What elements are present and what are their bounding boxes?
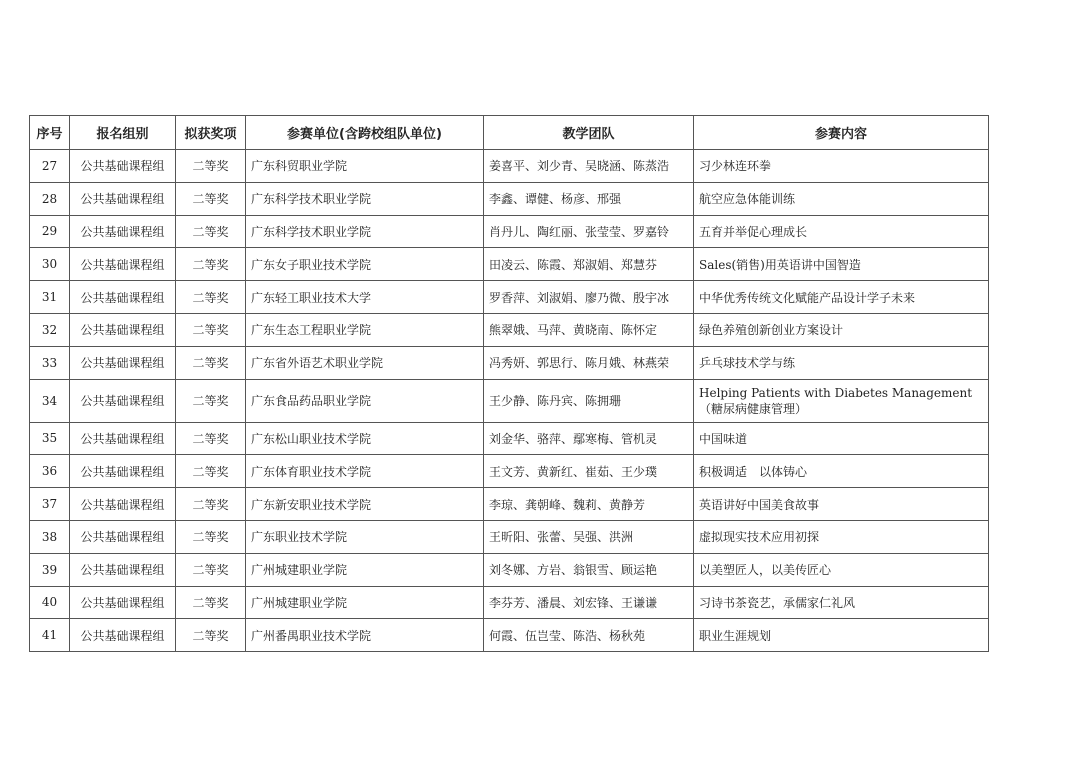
header-group: 报名组别 <box>70 116 176 150</box>
table-row <box>30 182 989 215</box>
cell-award: 二等奖 <box>176 488 246 521</box>
cell-group: 公共基础课程组 <box>70 422 176 455</box>
cell-group: 公共基础课程组 <box>70 379 176 422</box>
table-row <box>30 488 989 521</box>
table-row <box>30 150 989 183</box>
table-row <box>30 215 989 248</box>
table-row <box>30 379 989 422</box>
cell-group: 公共基础课程组 <box>70 182 176 215</box>
cell-content: 中国味道 <box>694 422 989 455</box>
cell-unit: 广东轻工职业技术大学 <box>246 281 484 314</box>
cell-content: 习诗书茶瓷艺，承儒家仁礼风 <box>694 586 989 619</box>
cell-award: 二等奖 <box>176 379 246 422</box>
cell-team: 肖丹儿、陶红丽、张莹莹、罗嘉铃 <box>484 215 694 248</box>
table-row <box>30 422 989 455</box>
cell-group: 公共基础课程组 <box>70 520 176 553</box>
cell-index: 30 <box>30 248 70 281</box>
table-row <box>30 586 989 619</box>
table-row <box>30 619 989 652</box>
cell-group: 公共基础课程组 <box>70 248 176 281</box>
cell-content: 五育并举促心理成长 <box>694 215 989 248</box>
cell-award: 二等奖 <box>176 215 246 248</box>
cell-unit: 广州城建职业学院 <box>246 553 484 586</box>
cell-team: 李琼、龚朝峰、魏莉、黄静芳 <box>484 488 694 521</box>
cell-unit: 广东生态工程职业学院 <box>246 313 484 346</box>
cell-award: 二等奖 <box>176 520 246 553</box>
cell-group: 公共基础课程组 <box>70 215 176 248</box>
cell-award: 二等奖 <box>176 553 246 586</box>
cell-group: 公共基础课程组 <box>70 346 176 379</box>
cell-group: 公共基础课程组 <box>70 619 176 652</box>
cell-award: 二等奖 <box>176 586 246 619</box>
cell-index: 38 <box>30 520 70 553</box>
cell-unit: 广东科学技术职业学院 <box>246 215 484 248</box>
header-content: 参赛内容 <box>694 116 989 150</box>
cell-team: 李鑫、谭健、杨彦、邢强 <box>484 182 694 215</box>
cell-index: 29 <box>30 215 70 248</box>
cell-unit: 广州城建职业学院 <box>246 586 484 619</box>
cell-group: 公共基础课程组 <box>70 586 176 619</box>
cell-team: 罗香萍、刘淑娟、廖乃微、殷宇冰 <box>484 281 694 314</box>
cell-unit: 广东省外语艺术职业学院 <box>246 346 484 379</box>
cell-unit: 广东体育职业技术学院 <box>246 455 484 488</box>
header-unit: 参赛单位(含跨校组队单位) <box>246 116 484 150</box>
header-index: 序号 <box>30 116 70 150</box>
cell-award: 二等奖 <box>176 455 246 488</box>
cell-team: 刘金华、骆萍、鄢寒梅、管机灵 <box>484 422 694 455</box>
cell-award: 二等奖 <box>176 346 246 379</box>
cell-index: 36 <box>30 455 70 488</box>
table-row <box>30 313 989 346</box>
cell-team: 熊翠娥、马萍、黄晓南、陈怀定 <box>484 313 694 346</box>
cell-index: 40 <box>30 586 70 619</box>
header-row <box>30 116 989 150</box>
cell-index: 34 <box>30 379 70 422</box>
table-row <box>30 281 989 314</box>
cell-content: 中华优秀传统文化赋能产品设计学子未来 <box>694 281 989 314</box>
table-row <box>30 520 989 553</box>
cell-group: 公共基础课程组 <box>70 488 176 521</box>
cell-content: Helping Patients with Diabetes Management（糖尿病健康管理） <box>694 379 989 422</box>
table-row <box>30 553 989 586</box>
cell-index: 27 <box>30 150 70 183</box>
cell-content: 习少林连环拳 <box>694 150 989 183</box>
cell-award: 二等奖 <box>176 619 246 652</box>
cell-team: 冯秀妍、郭思行、陈月娥、林燕荣 <box>484 346 694 379</box>
awards-table <box>29 115 989 652</box>
cell-award: 二等奖 <box>176 422 246 455</box>
cell-group: 公共基础课程组 <box>70 281 176 314</box>
cell-team: 王文芳、黄新红、崔茹、王少璞 <box>484 455 694 488</box>
cell-group: 公共基础课程组 <box>70 553 176 586</box>
cell-team: 刘冬娜、方岩、翁银雪、顾运艳 <box>484 553 694 586</box>
cell-unit: 广东食品药品职业学院 <box>246 379 484 422</box>
cell-award: 二等奖 <box>176 248 246 281</box>
cell-team: 李芬芳、潘晨、刘宏锋、王谦谦 <box>484 586 694 619</box>
cell-content: 职业生涯规划 <box>694 619 989 652</box>
cell-content: 虚拟现实技术应用初探 <box>694 520 989 553</box>
cell-team: 何霞、伍岂莹、陈浩、杨秋苑 <box>484 619 694 652</box>
cell-unit: 广州番禺职业技术学院 <box>246 619 484 652</box>
cell-index: 39 <box>30 553 70 586</box>
cell-unit: 广东松山职业技术学院 <box>246 422 484 455</box>
header-award: 拟获奖项 <box>176 116 246 150</box>
cell-team: 王昕阳、张蕾、吴强、洪洲 <box>484 520 694 553</box>
cell-index: 33 <box>30 346 70 379</box>
cell-content: 积极调适 以体铸心 <box>694 455 989 488</box>
cell-award: 二等奖 <box>176 313 246 346</box>
cell-team: 姜喜平、刘少青、吴晓涵、陈蒸浩 <box>484 150 694 183</box>
cell-unit: 广东职业技术学院 <box>246 520 484 553</box>
cell-index: 41 <box>30 619 70 652</box>
cell-unit: 广东新安职业技术学院 <box>246 488 484 521</box>
cell-award: 二等奖 <box>176 281 246 314</box>
cell-index: 37 <box>30 488 70 521</box>
cell-group: 公共基础课程组 <box>70 313 176 346</box>
cell-award: 二等奖 <box>176 150 246 183</box>
cell-unit: 广东女子职业技术学院 <box>246 248 484 281</box>
header-team: 教学团队 <box>484 116 694 150</box>
table-row <box>30 248 989 281</box>
cell-index: 28 <box>30 182 70 215</box>
cell-team: 田凌云、陈霞、郑淑娟、郑慧芬 <box>484 248 694 281</box>
cell-award: 二等奖 <box>176 182 246 215</box>
cell-team: 王少静、陈丹宾、陈拥珊 <box>484 379 694 422</box>
cell-group: 公共基础课程组 <box>70 455 176 488</box>
cell-unit: 广东科学技术职业学院 <box>246 182 484 215</box>
cell-content: 英语讲好中国美食故事 <box>694 488 989 521</box>
table-row <box>30 455 989 488</box>
cell-index: 31 <box>30 281 70 314</box>
cell-content: 航空应急体能训练 <box>694 182 989 215</box>
cell-content: 以美塑匠人，以美传匠心 <box>694 553 989 586</box>
cell-content: 绿色养殖创新创业方案设计 <box>694 313 989 346</box>
cell-content: Sales(销售)用英语讲中国智造 <box>694 248 989 281</box>
cell-index: 35 <box>30 422 70 455</box>
cell-content: 乒乓球技术学与练 <box>694 346 989 379</box>
table-row <box>30 346 989 379</box>
cell-group: 公共基础课程组 <box>70 150 176 183</box>
cell-unit: 广东科贸职业学院 <box>246 150 484 183</box>
cell-index: 32 <box>30 313 70 346</box>
